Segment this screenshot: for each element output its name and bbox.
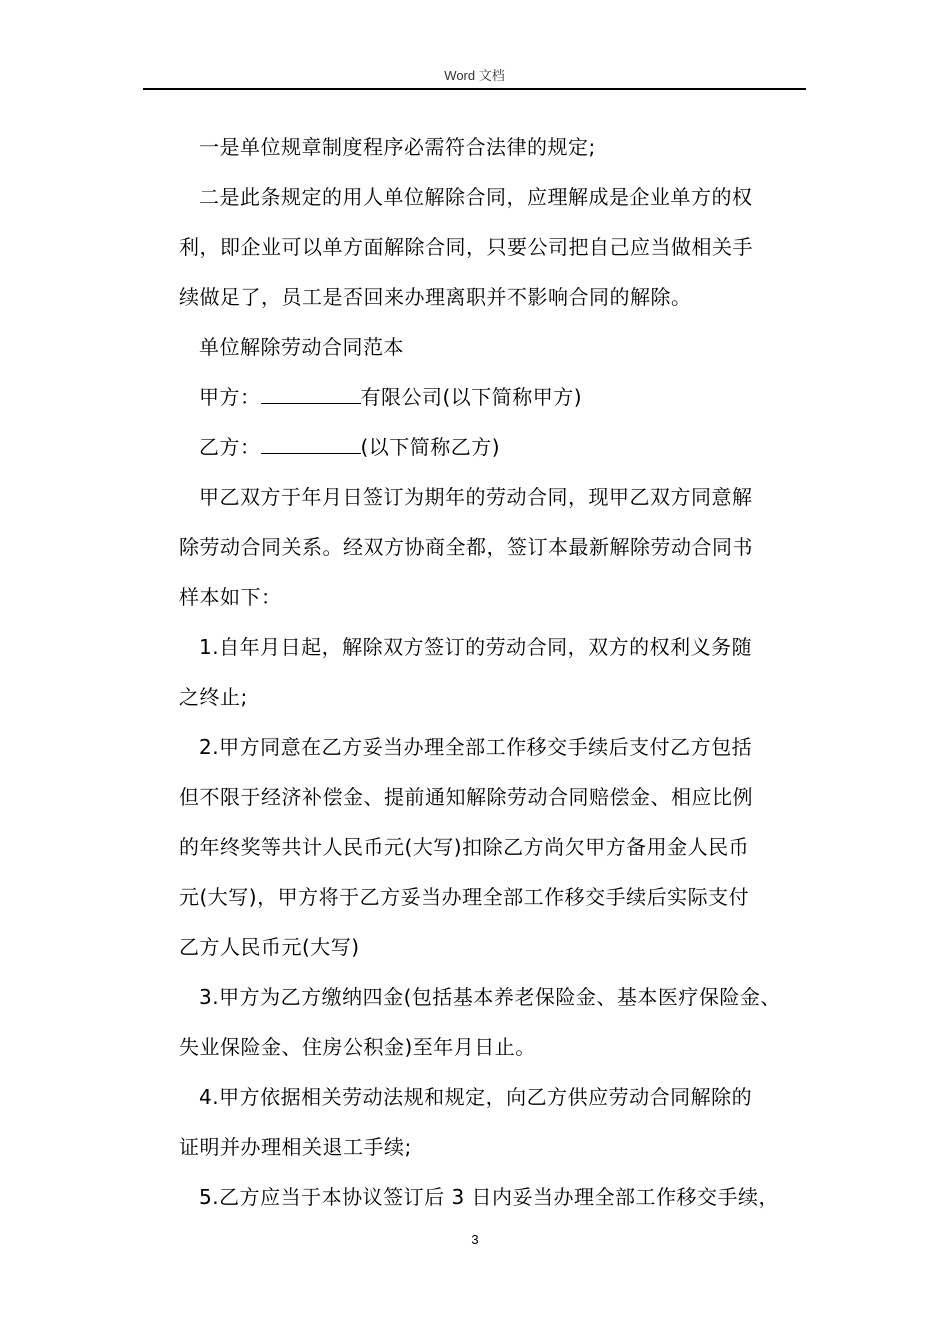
party-b-blank [261, 435, 361, 454]
header-title: Word 文档 [444, 68, 505, 83]
paragraph-line: 样本如下： [179, 585, 282, 609]
paragraph-line: 甲乙双方于年月日签订为期年的劳动合同，现甲乙双方同意解 [199, 485, 753, 509]
clause-2-line: 元(大写)，甲方将于乙方妥当办理全部工作移交手续后实际支付 [179, 885, 750, 909]
clause-2-line: 但不限于经济补偿金、提前通知解除劳动合同赔偿金、相应比例 [179, 785, 753, 809]
section-title: 单位解除劳动合同范本 [199, 335, 404, 359]
party-a-blank [261, 385, 361, 404]
clause-3-line: 失业保险金、住房公积金)至年月日止。 [179, 1035, 536, 1059]
paragraph-line: 利，即企业可以单方面解除合同，只要公司把自己应当做相关手 [179, 235, 753, 259]
party-b-label: 乙方： [199, 435, 261, 459]
clause-1-line: 1.自年月日起，解除双方签订的劳动合同，双方的权利义务随 [199, 635, 753, 659]
party-a-suffix: 有限公司(以下简称甲方) [360, 385, 583, 409]
clause-3-line: 3.甲方为乙方缴纳四金(包括基本养老保险金、基本医疗保险金、 [199, 985, 781, 1009]
document-body [179, 122, 819, 1222]
party-a-line [179, 372, 819, 422]
clause-4-line: 4.甲方依据相关劳动法规和规定，向乙方供应劳动合同解除的 [199, 1085, 753, 1109]
party-a-label: 甲方： [199, 385, 261, 409]
clause-2-line: 乙方人民币元(大写) [179, 935, 360, 959]
clause-2-line: 2.甲方同意在乙方妥当办理全部工作移交手续后支付乙方包括 [199, 735, 753, 759]
clause-5-line: 5.乙方应当于本协议签订后 3 日内妥当办理全部工作移交手续， [199, 1185, 780, 1209]
page-header [143, 60, 806, 90]
paragraph-line: 除劳动合同关系。经双方协商全都，签订本最新解除劳动合同书 [179, 535, 753, 559]
paragraph-line: 二是此条规定的用人单位解除合同，应理解成是企业单方的权 [199, 185, 753, 209]
party-b-suffix: (以下简称乙方) [360, 435, 501, 459]
paragraph-line: 续做足了，员工是否回来办理离职并不影响合同的解除。 [179, 285, 692, 309]
page-number: 3 [471, 1232, 479, 1247]
paragraph-line: 一是单位规章制度程序必需符合法律的规定; [199, 135, 596, 159]
clause-2-line: 的年终奖等共计人民币元(大写)扣除乙方尚欠甲方备用金人民币 [179, 835, 750, 859]
clause-1-line: 之终止; [179, 685, 248, 709]
party-b-line [179, 422, 819, 472]
clause-4-line: 证明并办理相关退工手续; [179, 1135, 412, 1159]
